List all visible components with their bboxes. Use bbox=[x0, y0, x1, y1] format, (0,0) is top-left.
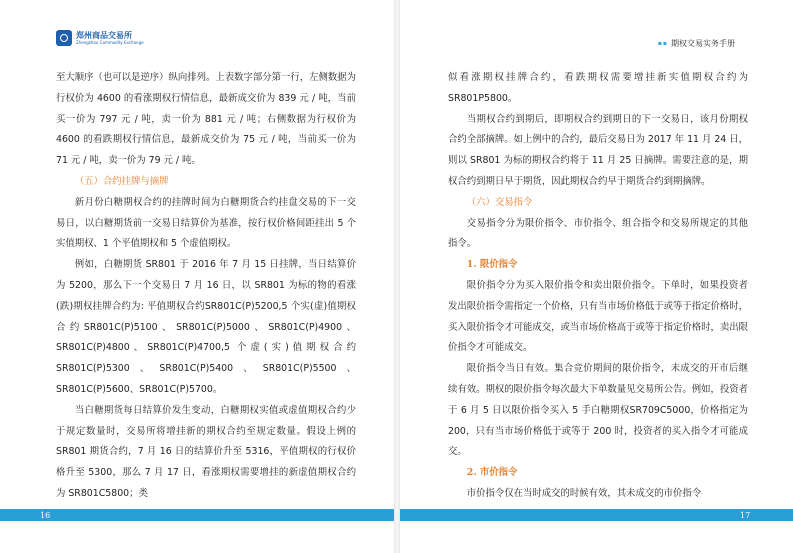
header-dots-icon: ▪▪ bbox=[657, 40, 668, 47]
left-footer-bar bbox=[0, 509, 394, 521]
logo-chinese-name: 郑州商品交易所 bbox=[76, 30, 132, 40]
exchange-logo-icon bbox=[56, 30, 72, 46]
manual-title: 期权交易实务手册 bbox=[671, 39, 735, 48]
paragraph: 市价指令仅在当时成交的时候有效，其未成交的市价指令 bbox=[466, 487, 702, 499]
section-heading: （六）交易指令 bbox=[466, 196, 533, 208]
paragraph: 似看涨期权挂牌合约，看跌期权需要增挂新实值期权合约为SR801P5800。 bbox=[448, 72, 748, 104]
exchange-logo bbox=[56, 30, 144, 46]
left-page-body bbox=[56, 68, 356, 505]
right-footer-bar bbox=[400, 509, 793, 521]
subsection-heading: 1. 限价指令 bbox=[466, 259, 518, 271]
paragraph: 限价指令当日有效。集合竞价期间的限价指令，未成交的开市后继续有效。期权的限价指令每次最大下单数量见交易所公告。例如，投资者于 6 月 5 日以限价指令买入 5 手白糖期权SR709C5000，价格指定为 200，只有当市场价格低于或等于 200 时，投资者的买入指令才可能成交。 bbox=[448, 363, 749, 458]
paragraph: 限价指令分为买入限价指令和卖出限价指令。下单时，如果投资者发出限价指令需指定一个价格，只有当市场价格低于或等于指定价格时，买入限价指令才可能成交，或当市场价格高于或等于指定价格时，卖出限价指令才可能成交。 bbox=[448, 279, 749, 354]
subsection-heading: 2. 市价指令 bbox=[466, 467, 518, 479]
logo-english-name: Zhengzhou Commodity Exchange bbox=[76, 39, 144, 45]
page-gutter bbox=[394, 0, 400, 553]
paragraph: 交易指令分为限价指令、市价指令、组合指令和交易所规定的其他指令。 bbox=[448, 217, 748, 250]
paragraph: 新月份白糖期权合约的挂牌时间为白糖期货合约挂盘交易的下一交易日，以白糖期货前一交易日结算价为基准，按行权价格间距挂出 5 个实值期权、1 个平值期权和 5 个虚值期权。 bbox=[56, 196, 356, 250]
paragraph: 例如，白糖期货 SR801 于 2016 年 7 月 15 日挂牌，当日结算价为 5200，那么下一个交易日 7 月 16 日，以 SR801 为标的物的看涨(跌)期权挂牌合约为: 平值期权合约SR801C(P)5200,5 个实(虚)值期权合约SR801C(P)5100、SR801C(P)5000、SR801C(P)4900、SR801C(P)4800、SR801C(P)4700,5 个虚(实)值期权合约SR801C(P)5300、SR801C(P)5400、SR801C(P)5500、SR801C(P)5600、SR801C(P)5700。 bbox=[56, 259, 356, 395]
right-page-body bbox=[448, 68, 748, 505]
page-number: 17 bbox=[740, 510, 751, 520]
paragraph: 当白糖期货每日结算价发生变动，白糖期权实值或虚值期权合约少于规定数量时，交易所将增挂新的期权合约至规定数量。假设上例的 SR801 期货合约，7 月 16 日的结算价升至 5316，平值期权的行权价格升至 5300，那么 7 月 17 日，看涨期权需要增挂的新虚值期权合约为 SR801C5800；类 bbox=[56, 404, 356, 499]
section-heading: （五）合约挂牌与摘牌 bbox=[74, 175, 169, 187]
running-header bbox=[658, 38, 735, 49]
paragraph: 当期权合约到期后，即期权合约到期日的下一交易日，该月份期权合约全部摘牌。如上例中的合约，最后交易日为 2017 年 11 月 24 日，则以 SR801 为标的期权合约将于 11 月 25 日摘牌。需要注意的是，期权合约到期日早于期货，因此期权合约早于期货合约到期摘牌。 bbox=[448, 113, 748, 187]
page-number: 16 bbox=[40, 510, 51, 520]
paragraph: 至大顺序（也可以是逆序）纵向排列。上表数字部分第一行，左侧数据为行权价为 4600 的看涨期权行情信息，最新成交价为 839 元 / 吨，当前买一价为 797 元 / 吨，卖一价为 881 元 / 吨；右侧数据为行权价为 4600 的看跌期权行情信息，最新成交价为 75 元 / 吨，当前买一价为 71 元 / 吨，卖一价为 79 元 / 吨。 bbox=[56, 72, 357, 167]
